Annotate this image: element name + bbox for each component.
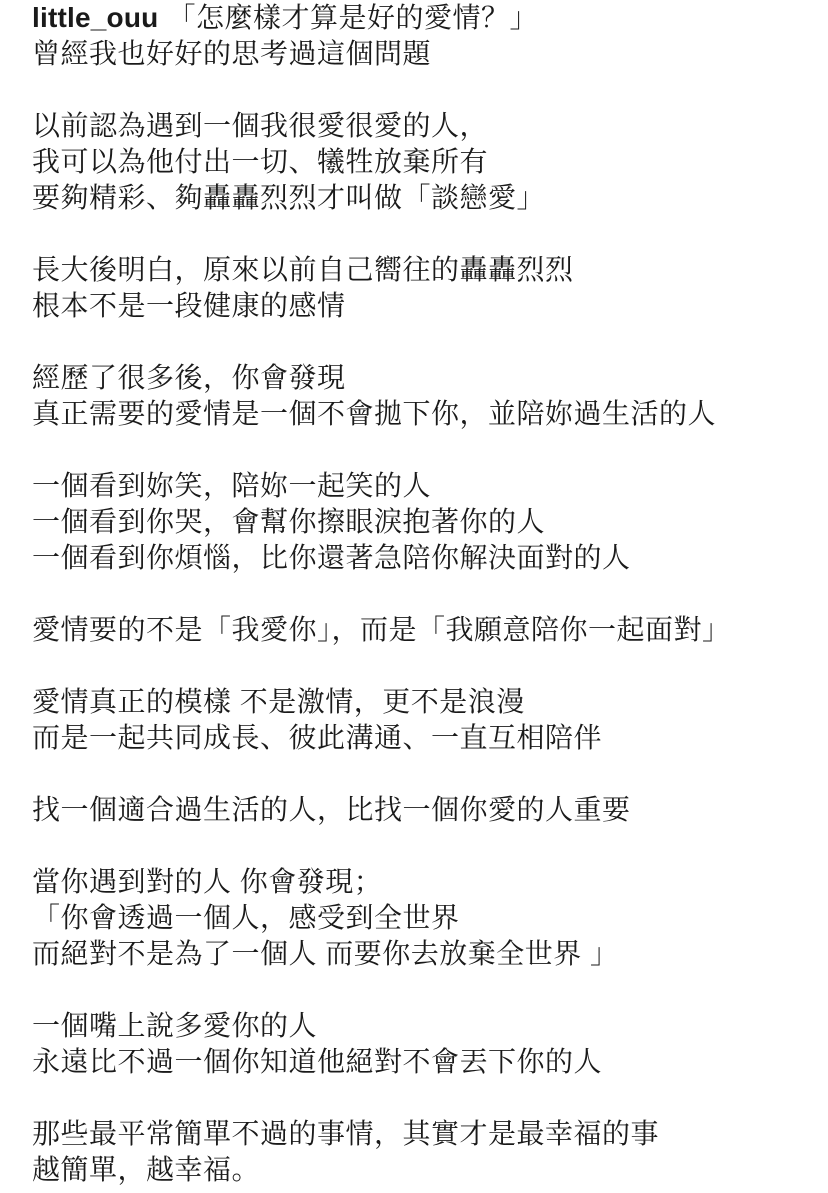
caption-line: 根本不是一段健康的感情 <box>32 290 346 321</box>
username[interactable]: little_ouu <box>32 2 159 33</box>
caption-line: 愛情要的不是「我愛你」，而是「我願意陪你一起面對」 <box>32 614 731 645</box>
caption-paragraph <box>32 684 810 756</box>
caption-line: 真正需要的愛情是一個不會拋下你，並陪妳過生活的人 <box>32 398 717 429</box>
caption-line: 找一個適合過生活的人，比找一個你愛的人重要 <box>32 794 631 825</box>
caption-paragraph <box>32 864 810 972</box>
caption-line: 我可以為他付出一切、犧牲放棄所有 <box>32 146 489 177</box>
caption-line: 而是一起共同成長、彼此溝通、一直互相陪伴 <box>32 722 603 753</box>
caption-paragraph <box>32 0 810 72</box>
caption-line: 長大後明白，原來以前自己嚮往的轟轟烈烈 <box>32 254 574 285</box>
caption-line: 愛情真正的模樣 不是激情，更不是浪漫 <box>32 686 525 717</box>
caption-paragraph <box>32 612 810 648</box>
caption-first-line-text: 「怎麼樣才算是好的愛情？」 <box>167 2 538 33</box>
caption-line: 一個看到你煩惱，比你還著急陪你解決面對的人 <box>32 542 631 573</box>
caption-line: 當你遇到對的人 你會發現； <box>32 866 383 897</box>
caption-line: 以前認為遇到一個我很愛很愛的人， <box>32 110 489 141</box>
caption-line <box>32 0 810 36</box>
caption-line: 「你會透過一個人，感受到全世界 <box>32 902 460 933</box>
caption-line: 一個看到妳笑，陪妳一起笑的人 <box>32 470 432 501</box>
caption-paragraph <box>32 1116 810 1188</box>
caption-line: 那些最平常簡單不過的事情，其實才是最幸福的事 <box>32 1118 660 1149</box>
caption-line: 一個嘴上說多愛你的人 <box>32 1010 318 1041</box>
caption-paragraph <box>32 792 810 828</box>
caption-paragraph <box>32 468 810 576</box>
caption-paragraph <box>32 1008 810 1080</box>
caption-paragraph <box>32 252 810 324</box>
caption-line: 曾經我也好好的思考過這個問題 <box>32 38 432 69</box>
caption-line: 永遠比不過一個你知道他絕對不會丟下你的人 <box>32 1046 603 1077</box>
caption-line: 越簡單，越幸福。 <box>32 1154 261 1185</box>
caption-paragraph <box>32 360 810 432</box>
caption-line: 而絕對不是為了一個人 而要你去放棄全世界 」 <box>32 938 619 969</box>
caption-paragraph <box>32 108 810 216</box>
caption-line: 經歷了很多後，你會發現 <box>32 362 346 393</box>
caption-line: 一個看到你哭，會幫你擦眼淚抱著你的人 <box>32 506 546 537</box>
caption-line: 要夠精彩、夠轟轟烈烈才叫做「談戀愛」 <box>32 182 546 213</box>
